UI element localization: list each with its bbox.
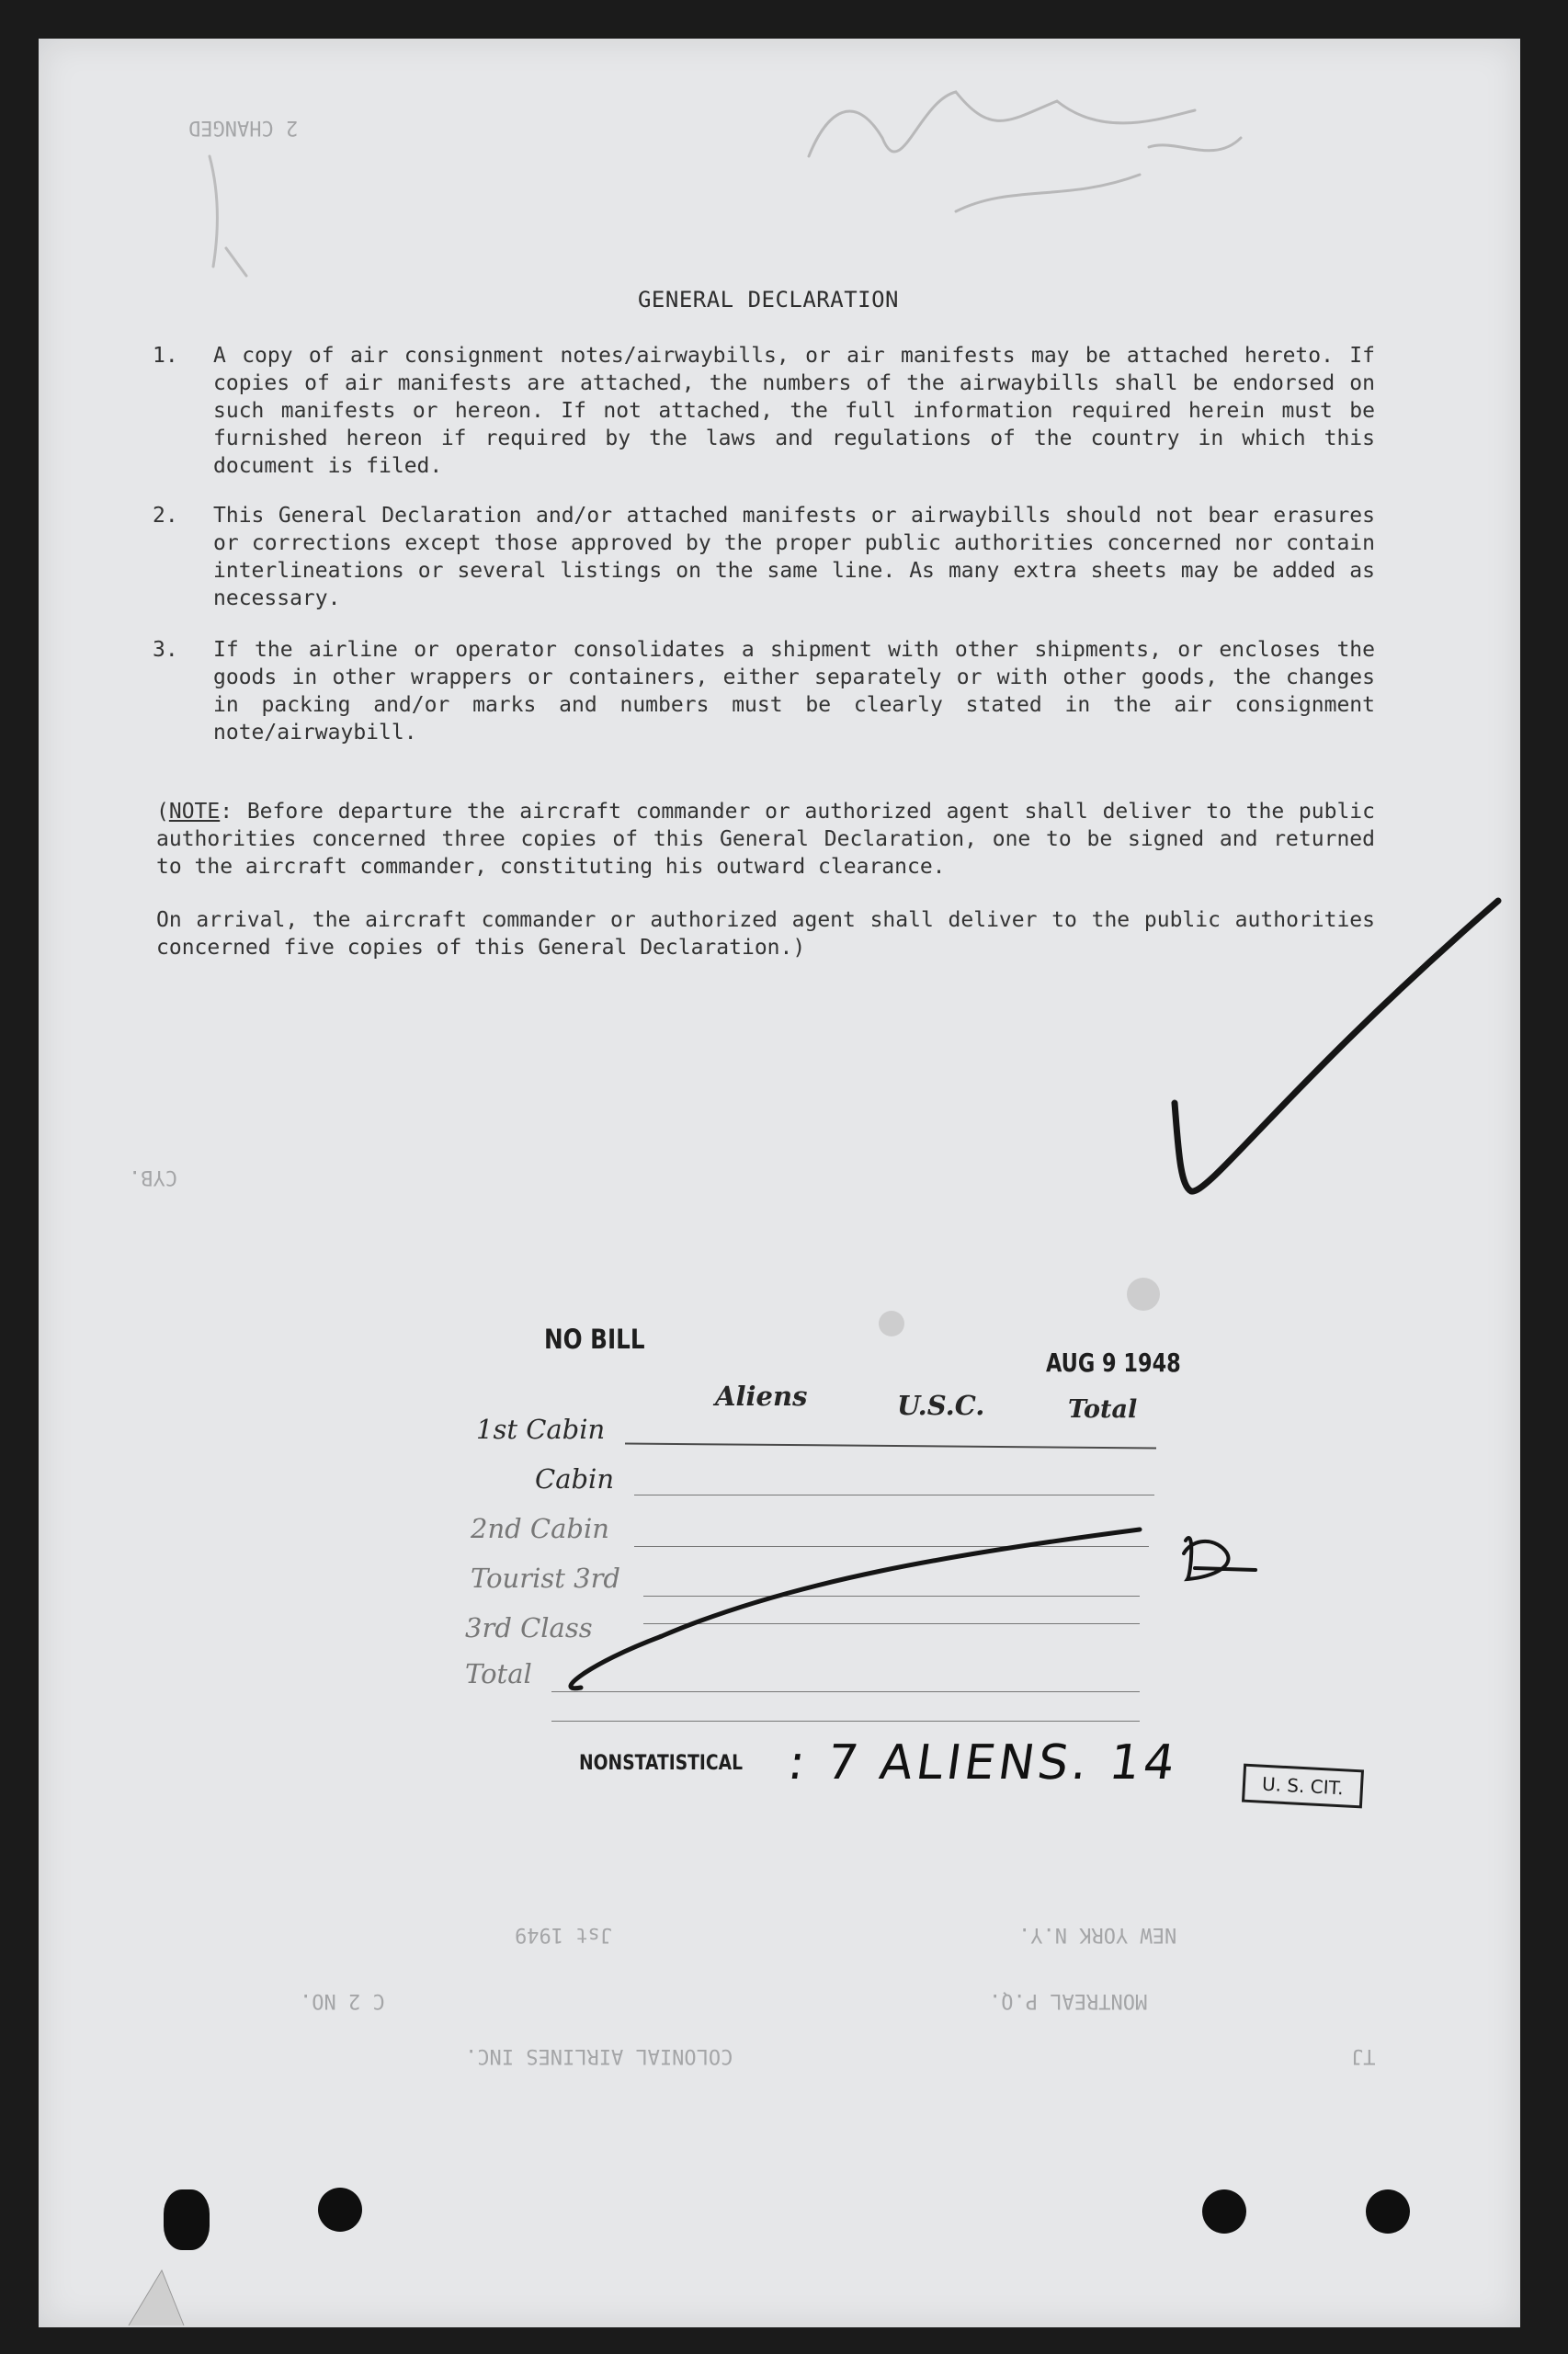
ink-speck-icon	[1127, 1278, 1160, 1311]
bleed-through-top-left: 2 CHANGED	[188, 116, 299, 139]
item-text: If the airline or operator consolidates a shipment with other shipments, or encloses the goods in other wrappers or containers, either separately or with other goods, the changes in packing and/or marks and numbers must be clearly stated in the air consignment note/airwaybill.	[213, 638, 1375, 745]
handwritten-alien-count: : 7 ALIENS. 14	[784, 1735, 1182, 1791]
no-bill-stamp: NO BILL	[544, 1324, 645, 1355]
item-number: 3.	[153, 638, 178, 662]
row-label-tourist-3rd: Tourist 3rd	[471, 1563, 620, 1594]
bleed-through-line2-left: C 2 NO.	[300, 1989, 385, 2012]
pen-stroke-icon	[571, 1530, 1140, 1689]
binder-hole-icon	[318, 2188, 362, 2232]
bleed-through-left-mid: CYB.	[129, 1166, 177, 1188]
column-header-aliens: Aliens	[715, 1381, 808, 1412]
binder-hole-icon	[1202, 2189, 1246, 2234]
binder-hole-icon	[1366, 2189, 1410, 2234]
note-text: : Before departure the aircraft commander or authorized agent shall deliver to the public authorities concerned three copies of this General Declaration, one to be signed and returned to the aircraft commander, constituting his outward clearance.	[156, 800, 1375, 879]
handwritten-d-icon	[1184, 1538, 1256, 1579]
note-label: NOTE	[168, 800, 221, 824]
pencil-mark-icon	[210, 156, 246, 276]
bleed-through-line1-right: NEW YORK N.Y.	[1018, 1923, 1177, 1946]
item-text: This General Declaration and/or attached manifests or airwaybills should not bear erasures or corrections except those approved by the proper public authorities concerned nor contain interlineations or several listings on the same line. As many extra sheets may be added as necessary.	[213, 504, 1375, 610]
row-label-3rd-class: 3rd Class	[465, 1612, 593, 1643]
item-text: A copy of air consignment notes/airwaybills, or air manifests may be attached hereto. If copies of air manifests are attached, the numbers of the airwaybills shall be endorsed on such manifests or hereon. If not attached, the full information required herein must be furnished hereon if required by the laws and regulations of the country in which this document is filed.	[213, 344, 1375, 478]
arrival-paragraph: On arrival, the aircraft commander or authorized agent shall deliver to the public authorities concerned five copies of this General Declaration.)	[156, 908, 1375, 960]
bleed-through-line3-left: COLONIAL AIRLINES INC.	[465, 2044, 733, 2067]
document-title: GENERAL DECLARATION	[637, 287, 900, 313]
column-header-usc: U.S.C.	[897, 1390, 985, 1421]
ink-speck-icon	[879, 1311, 904, 1336]
us-citizen-stamp: U. S. CIT.	[1242, 1764, 1364, 1809]
binder-hole-icon	[164, 2189, 210, 2250]
row-label-2nd-cabin: 2nd Cabin	[471, 1513, 609, 1544]
pencil-scribble-icon	[809, 92, 1241, 211]
note-open-paren: (	[156, 800, 169, 824]
row-label-total: Total	[465, 1658, 532, 1689]
page-fold-icon	[129, 2270, 184, 2326]
column-header-total: Total	[1068, 1395, 1138, 1424]
bleed-through-line2-right: MONTREAL P.Q.	[989, 1989, 1148, 2012]
row-label-cabin: Cabin	[535, 1463, 614, 1495]
date-stamp: AUG 9 1948	[1046, 1348, 1181, 1378]
nonstatistical-stamp: NONSTATISTICAL	[579, 1752, 744, 1775]
checkmark-icon	[1175, 901, 1498, 1191]
item-number: 2.	[153, 504, 178, 528]
row-label-1st-cabin: 1st Cabin	[476, 1414, 606, 1445]
bleed-through-line3-right: TJ	[1351, 2044, 1376, 2067]
item-number: 1.	[153, 344, 178, 368]
bleed-through-line1-left: Jst 1949	[515, 1923, 612, 1946]
